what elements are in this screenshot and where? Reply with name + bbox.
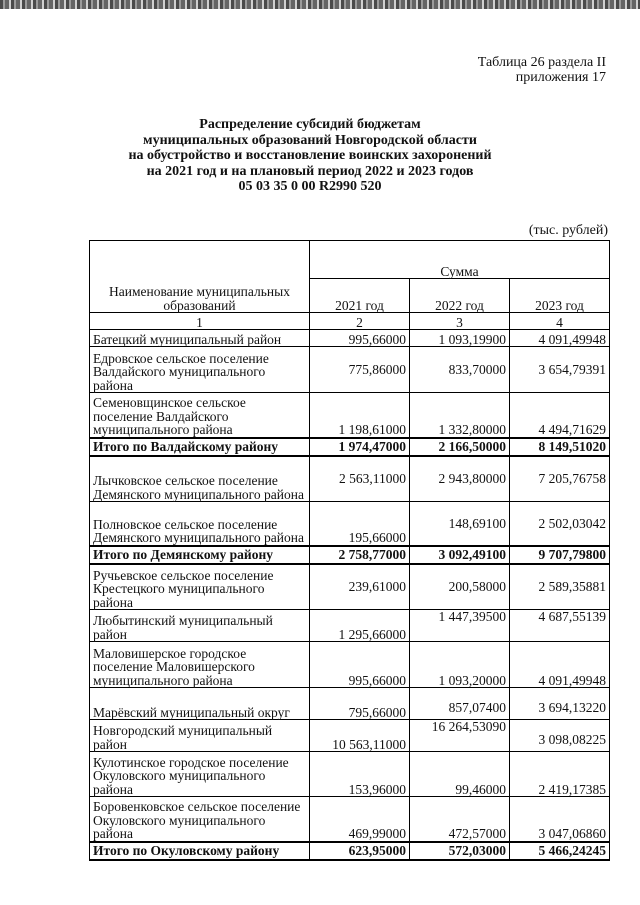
- table-row: [90, 502, 610, 546]
- value-2022: 1 093,19900: [410, 330, 510, 347]
- row-name: Боровенковское сельское поселение Окуловского муниципального района: [90, 797, 310, 842]
- value-2021: 623,95000: [310, 842, 410, 860]
- value-2023: 2 502,03042: [510, 502, 610, 546]
- table-row: [90, 720, 610, 752]
- title-line-3: на обустройство и восстановление воинских захоронений: [128, 148, 492, 163]
- header-2021: 2021 год: [310, 279, 410, 313]
- value-2023: 3 047,06860: [510, 797, 610, 842]
- value-2021: 995,66000: [310, 642, 410, 688]
- value-2022: 1 093,20000: [410, 642, 510, 688]
- value-2021: 239,61000: [310, 564, 410, 610]
- value-2021: 795,66000: [310, 688, 410, 720]
- value-2021: 1 974,47000: [310, 438, 410, 456]
- value-2022: 16 264,53090: [410, 720, 510, 752]
- value-2023: 8 149,51020: [510, 438, 610, 456]
- row-name: Семеновщинское сельское поселение Валдайского муниципального района: [90, 393, 310, 438]
- row-name: Едровское сельское поселение Валдайского муниципального района: [90, 347, 310, 393]
- header-name-cell: Наименование муниципальных образований: [90, 241, 310, 313]
- document-title: [80, 117, 540, 195]
- header-sum-cell: Сумма: [310, 241, 610, 279]
- value-2022: 200,58000: [410, 564, 510, 610]
- reference-line-2: приложения 17: [515, 70, 606, 85]
- value-2021: 1 295,66000: [310, 610, 410, 642]
- value-2023: 3 098,08225: [510, 720, 610, 752]
- table-row: [90, 752, 610, 797]
- value-2023: 4 494,71629: [510, 393, 610, 438]
- value-2022: 2 166,50000: [410, 438, 510, 456]
- value-2023: 2 419,17385: [510, 752, 610, 797]
- column-number: 3: [410, 313, 510, 330]
- row-name: Марёвский муниципальный округ: [90, 688, 310, 720]
- title-line-1: Распределение субсидий бюджетам: [199, 117, 421, 132]
- total-row: [90, 438, 610, 456]
- table-row: [90, 610, 610, 642]
- reference-line-1: Таблица 26 раздела II: [477, 55, 606, 70]
- row-name: Ручьевское сельское поселение Крестецкого муниципального района: [90, 564, 310, 610]
- value-2021: 195,66000: [310, 502, 410, 546]
- value-2022: 472,57000: [410, 797, 510, 842]
- units-label: (тыс. рублей): [528, 223, 608, 238]
- value-2021: 153,96000: [310, 752, 410, 797]
- table-row: [90, 347, 610, 393]
- subsidy-table: [89, 240, 610, 861]
- value-2023: 3 694,13220: [510, 688, 610, 720]
- value-2021: 1 198,61000: [310, 393, 410, 438]
- table-row: [90, 642, 610, 688]
- scan-top-edge: [0, 0, 640, 9]
- row-name: Итого по Демянскому району: [90, 546, 310, 564]
- column-number: 2: [310, 313, 410, 330]
- table-row: [90, 688, 610, 720]
- table-row: [90, 797, 610, 842]
- value-2023: 7 205,76758: [510, 456, 610, 502]
- column-number-row: [90, 313, 610, 330]
- value-2021: 995,66000: [310, 330, 410, 347]
- value-2022: 2 943,80000: [410, 456, 510, 502]
- value-2022: 148,69100: [410, 502, 510, 546]
- column-number: 4: [510, 313, 610, 330]
- value-2023: 5 466,24245: [510, 842, 610, 860]
- total-row: [90, 842, 610, 860]
- value-2021: 10 563,11000: [310, 720, 410, 752]
- value-2022: 1 332,80000: [410, 393, 510, 438]
- value-2022: 1 447,39500: [410, 610, 510, 642]
- value-2021: 2 563,11000: [310, 456, 410, 502]
- table-row: [90, 393, 610, 438]
- row-name: Батецкий муниципальный район: [90, 330, 310, 347]
- value-2023: 9 707,79800: [510, 546, 610, 564]
- total-row: [90, 546, 610, 564]
- row-name: Итого по Валдайскому району: [90, 438, 310, 456]
- table-row: [90, 330, 610, 347]
- row-name: Маловишерское городское поселение Маловишерского муниципального района: [90, 642, 310, 688]
- value-2023: 4 091,49948: [510, 330, 610, 347]
- row-name: Кулотинское городское поселение Окуловского муниципального района: [90, 752, 310, 797]
- table-row: [90, 456, 610, 502]
- value-2021: 775,86000: [310, 347, 410, 393]
- value-2023: 2 589,35881: [510, 564, 610, 610]
- row-name: Любытинский муниципальный район: [90, 610, 310, 642]
- value-2021: 2 758,77000: [310, 546, 410, 564]
- row-name: Итого по Окуловскому району: [90, 842, 310, 860]
- value-2023: 4 091,49948: [510, 642, 610, 688]
- header-2023: 2023 год: [510, 279, 610, 313]
- value-2022: 572,03000: [410, 842, 510, 860]
- value-2023: 4 687,55139: [510, 610, 610, 642]
- table-header-row: [90, 241, 610, 279]
- table-reference: [478, 55, 606, 85]
- row-name: Лычковское сельское поселение Демянского муниципального района: [90, 456, 310, 502]
- value-2022: 833,70000: [410, 347, 510, 393]
- title-line-5: 05 03 35 0 00 R2990 520: [238, 179, 382, 194]
- value-2022: 99,46000: [410, 752, 510, 797]
- header-2022: 2022 год: [410, 279, 510, 313]
- value-2022: 857,07400: [410, 688, 510, 720]
- title-line-2: муниципальных образований Новгородской области: [143, 132, 477, 148]
- value-2023: 3 654,79391: [510, 347, 610, 393]
- title-line-4: на 2021 год и на плановый период 2022 и 2023 годов: [146, 163, 474, 179]
- table-row: [90, 564, 610, 610]
- value-2021: 469,99000: [310, 797, 410, 842]
- column-number: 1: [90, 313, 310, 330]
- row-name: Новгородский муниципальный район: [90, 720, 310, 752]
- value-2022: 3 092,49100: [410, 546, 510, 564]
- row-name: Полновское сельское поселение Демянского муниципального района: [90, 502, 310, 546]
